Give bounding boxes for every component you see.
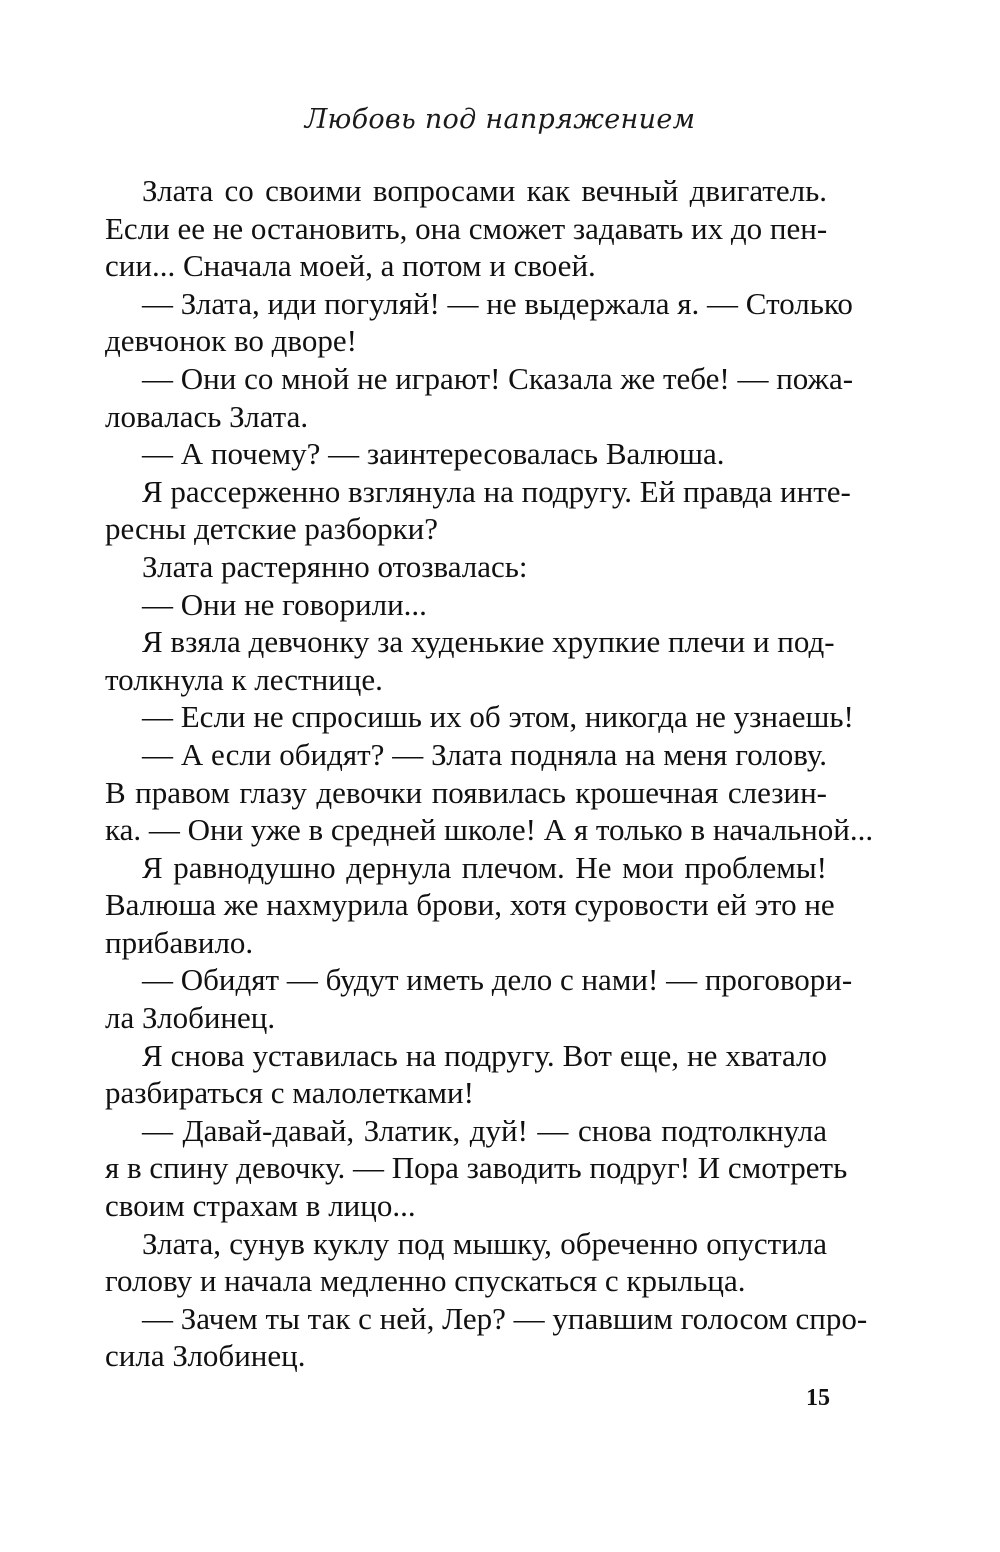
text-line: разбираться с малолетками! (105, 1075, 474, 1111)
text-line: ловалась Злата. (105, 398, 309, 434)
body-text (105, 172, 874, 1375)
text-line: — Обидят — будут иметь дело с нами! — проговори- (142, 962, 853, 998)
text-line: прибавило. (105, 924, 254, 960)
text-line: — А если обидят? — Злата подняла на меня голову. (142, 736, 827, 772)
text-line: Злата, сунув куклу под мышку, обреченно опустила (142, 1225, 827, 1261)
text-line: девчонок во дворе! (105, 323, 357, 359)
text-line: Я рассерженно взглянула на подругу. Ей правда инте- (142, 473, 851, 509)
text-line: Валюша же нахмурила брови, хотя суровости ей это не (105, 887, 835, 923)
text-line: — А почему? — заинтересовалась Валюша. (142, 436, 725, 472)
text-line: Я снова уставилась на подругу. Вот еще, не хватало (142, 1037, 827, 1073)
text-line: ка. — Они уже в средней школе! А я только в начальной... (105, 812, 874, 848)
text-line: сии... Сначала моей, а потом и своей. (105, 248, 596, 284)
text-line: Злата со своими вопросами как вечный двигатель. (142, 173, 827, 208)
running-header-title: Любовь под напряжением (304, 104, 696, 135)
text-line: Я взяла девчонку за худенькие хрупкие плечи и под- (142, 624, 835, 660)
page-number: 15 (806, 1385, 830, 1411)
text-line: ла Злобинец. (105, 1000, 276, 1036)
text-line: толкнула к лестнице. (105, 661, 383, 697)
text-line: — Если не спросишь их об этом, никогда не узнаешь! (142, 699, 854, 735)
text-line: Я равнодушно дернула плечом. Не мои проблемы! (142, 849, 827, 885)
text-line: голову и начала медленно спускаться с крыльца. (105, 1263, 746, 1299)
text-line: своим страхам в лицо... (105, 1188, 416, 1224)
text-line: В правом глазу девочки появилась крошечная слезин- (105, 774, 827, 810)
text-line: я в спину девочку. — Пора заводить подруг! И смотреть (105, 1150, 848, 1186)
text-line: — Давай-давай, Златик, дуй! — снова подтолкнула (142, 1112, 827, 1148)
text-line: — Они не говорили... (142, 586, 427, 622)
text-line: — Зачем ты так с ней, Лер? — упавшим голосом спро- (142, 1300, 868, 1336)
text-line: ресны детские разборки? (105, 511, 439, 547)
text-line: Если ее не остановить, она сможет задавать их до пен- (105, 210, 828, 246)
text-line: сила Злобинец. (105, 1338, 306, 1374)
text-line: — Они со мной не играют! Сказала же тебе! — пожа- (142, 360, 854, 396)
text-line: Злата растерянно отозвалась: (142, 548, 528, 584)
text-line: — Злата, иди погуляй! — не выдержала я. — Столько (142, 285, 853, 321)
